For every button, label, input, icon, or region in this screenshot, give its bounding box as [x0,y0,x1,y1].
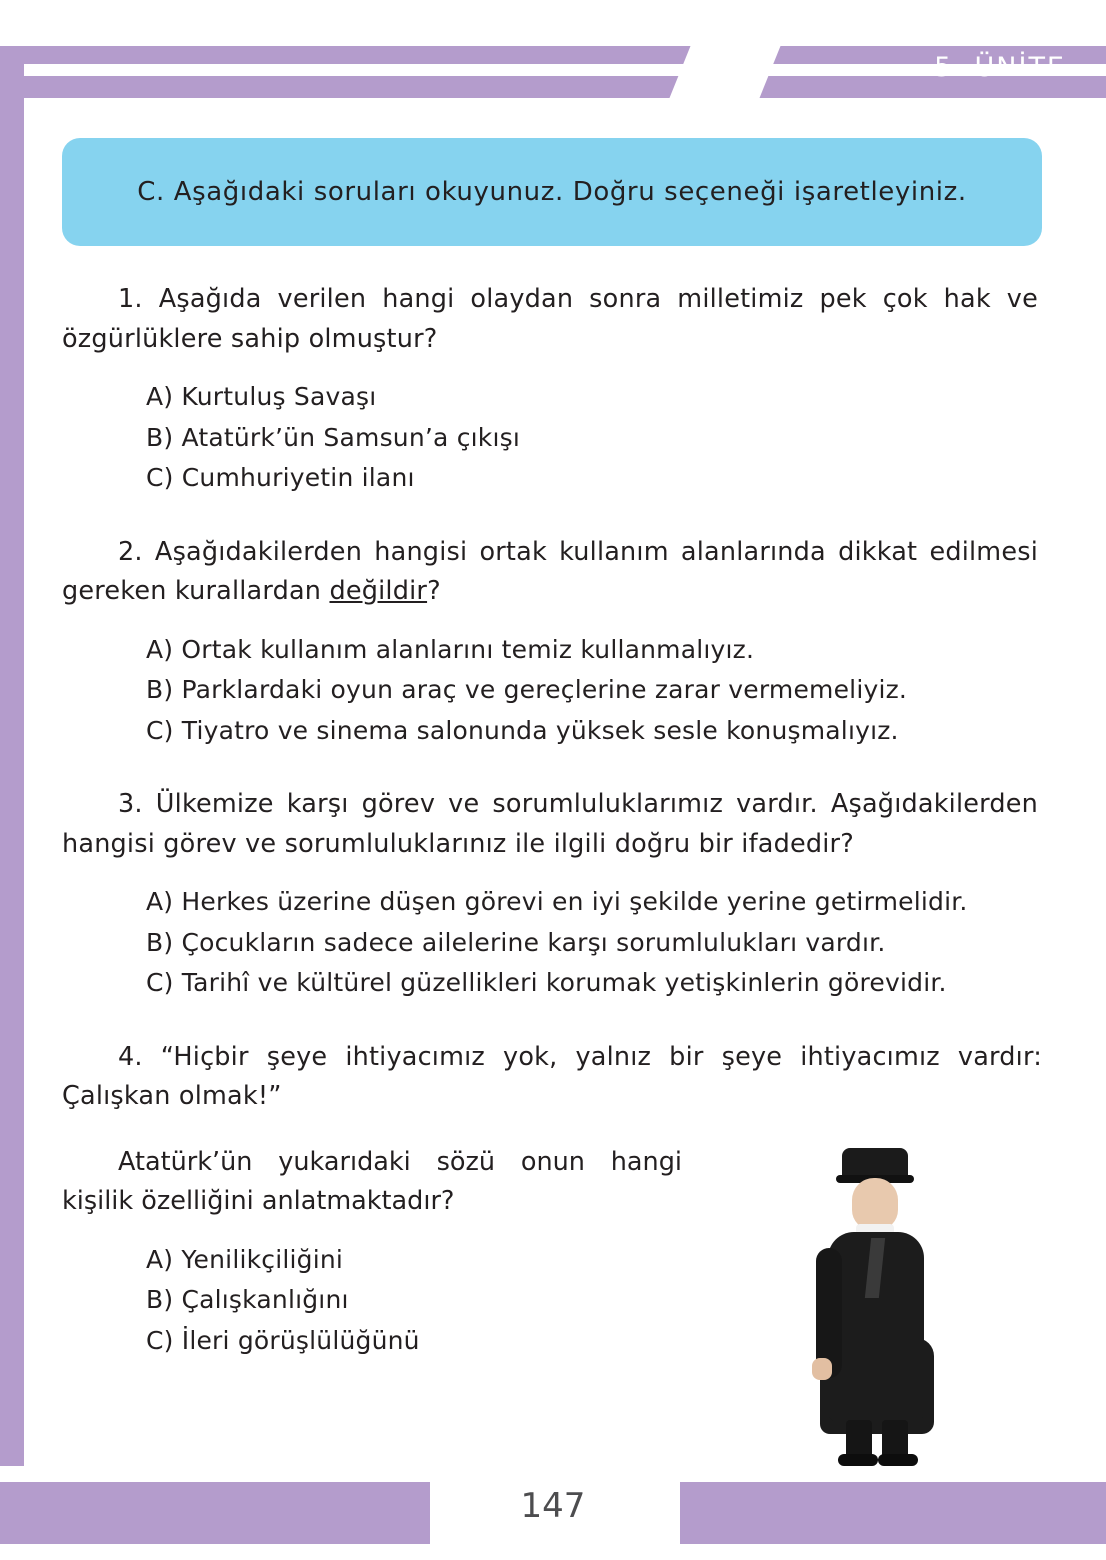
spine-accent-bar [0,46,24,1466]
question-2-stem [62,533,1042,612]
option-item[interactable]: B) Çalışkanlığını [146,1285,349,1315]
question-4-sub-stem: Atatürk’ün yukarıdaki sözü onun hangi kişilik özelliğini anlatmaktadır? [62,1146,682,1217]
unit-label: 5. ÜNİTE [934,52,1066,83]
instruction-text: C. Aşağıdaki soruları okuyunuz. Doğru seçeneği işaretleyiniz. [137,177,967,207]
option-item[interactable]: B) Parklardaki oyun araç ve gereçlerine zarar vermemeliyiz. [146,675,908,705]
question-2-stem-part2: ? [427,576,441,607]
option-item[interactable]: A) Herkes üzerine düşen görevi en iyi şekilde yerine getirmelidir. [146,887,968,917]
option-item[interactable]: C) İleri görüşlülüğünü [146,1325,420,1355]
page-header [0,0,1106,120]
question-3 [62,785,1042,1004]
question-1 [62,280,1042,499]
question-2-options [62,630,1042,752]
question-4-stem: 4. “Hiçbir şeye ihtiyacımız yok, yalnız bir şeye ihtiyacımız vardır: Çalışkan olmak!” [62,1041,1042,1112]
question-3-options [62,882,1042,1004]
option-item[interactable]: B) Çocukların sadece ailelerine karşı sorumlulukları vardır. [146,927,886,957]
page-footer [0,1464,1106,1560]
ataturk-figure [790,1148,970,1468]
option-item[interactable]: C) Tiyatro ve sinema salonunda yüksek sesle konuşmalıyız. [146,715,899,745]
question-2-stem-part1: 2. Aşağıdakilerden hangisi ortak kullanım alanlarında dikkat edilmesi gereken kurallardan [62,536,1038,607]
head-shape [852,1178,898,1230]
hand-shape [812,1358,832,1380]
option-item[interactable]: C) Cumhuriyetin ilanı [146,463,415,493]
question-2 [62,533,1042,752]
option-item[interactable]: A) Kurtuluş Savaşı [146,382,377,412]
hat-icon [842,1148,908,1178]
question-2-stem-underlined: değildir [329,576,428,607]
instruction-box [62,138,1042,246]
question-1-stem: 1. Aşağıda verilen hangi olaydan sonra milletimiz pek çok hak ve özgürlüklere sahip olmuştur? [62,284,1038,354]
option-item[interactable]: B) Atatürk’ün Samsun’a çıkışı [146,422,520,452]
page-spine [0,0,24,1560]
option-item[interactable]: A) Ortak kullanım alanlarını temiz kullanmalıyız. [146,634,755,664]
option-item[interactable]: C) Tarihî ve kültürel güzellikleri korumak yetişkinlerin görevidir. [146,968,947,998]
question-3-stem: 3. Ülkemize karşı görev ve sorumluluklarımız vardır. Aşağıdakilerden hangisi görev ve sorumluluklarınız ile ilgili doğru bir ifadedir? [62,789,1038,859]
option-item[interactable]: A) Yenilikçiliğini [146,1244,344,1274]
question-1-options [62,377,1042,499]
page-number: 147 [520,1486,586,1526]
